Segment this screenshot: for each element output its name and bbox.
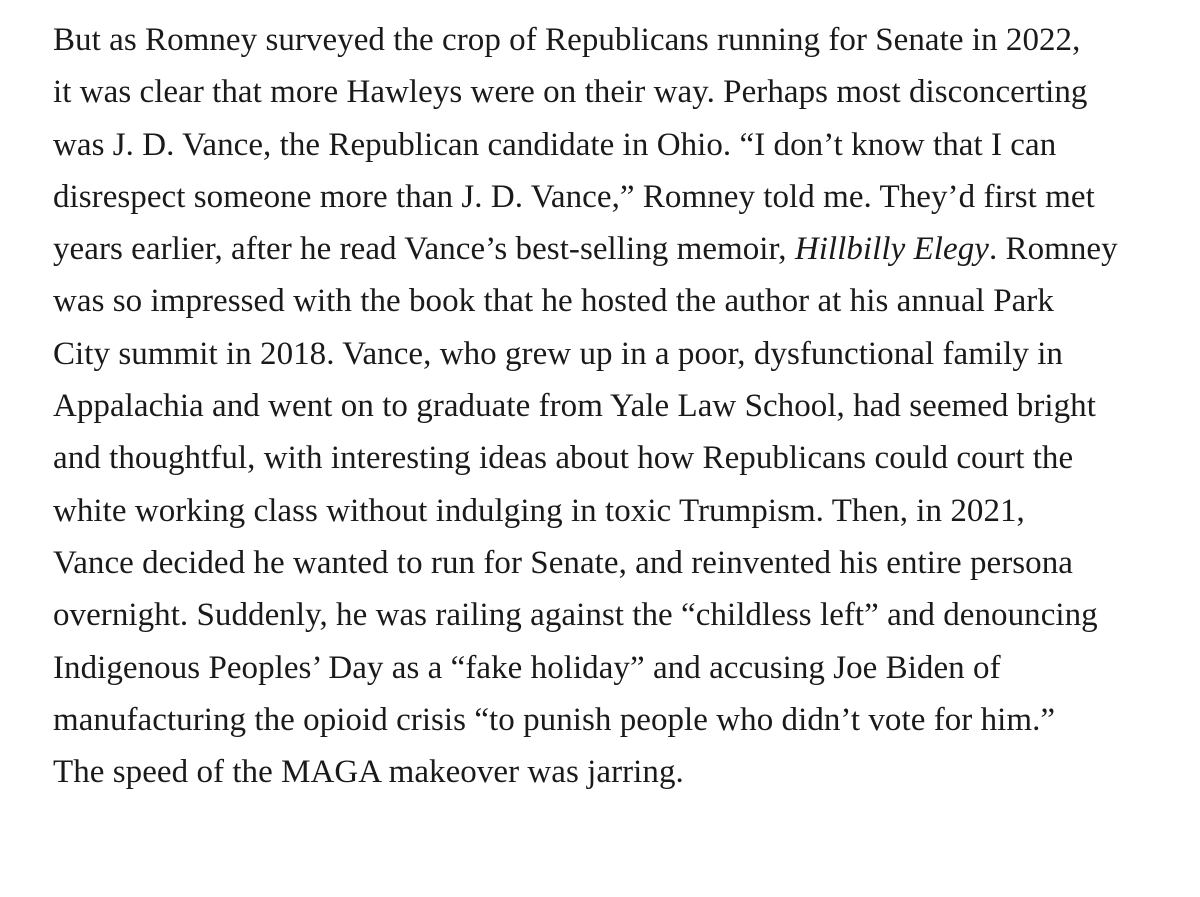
book-title: Hillbilly Elegy	[794, 231, 989, 268]
paragraph-line: was so impressed with the book that he hosted the author at his annual Park	[53, 283, 1054, 320]
paragraph-line: white working class without indulging in toxic Trumpism. Then, in 2021,	[53, 492, 1025, 529]
article-paragraph	[53, 14, 1193, 798]
paragraph-line: and thoughtful, with interesting ideas about how Republicans could court the	[53, 440, 1074, 477]
paragraph-line: overnight. Suddenly, he was railing against the “childless left” and denouncing	[53, 597, 1098, 634]
paragraph-line: manufacturing the opioid crisis “to punish people who didn’t vote for him.”	[53, 701, 1056, 738]
paragraph-line: City summit in 2018. Vance, who grew up in a poor, dysfunctional family in	[53, 335, 1063, 372]
line-text-before: years earlier, after he read Vance’s best-selling memoir,	[53, 231, 795, 268]
line-text-after: . Romney	[988, 231, 1118, 268]
paragraph-line: The speed of the MAGA makeover was jarring.	[53, 754, 684, 791]
paragraph-line: Vance decided he wanted to run for Senate, and reinvented his entire persona	[53, 544, 1073, 581]
paragraph-line: disrespect someone more than J. D. Vance,” Romney told me. They’d first met	[53, 178, 1095, 215]
paragraph-line: Appalachia and went on to graduate from Yale Law School, had seemed bright	[53, 388, 1096, 425]
paragraph-line: Indigenous Peoples’ Day as a “fake holiday” and accusing Joe Biden of	[53, 649, 1001, 686]
paragraph-line: it was clear that more Hawleys were on their way. Perhaps most disconcerting	[53, 74, 1088, 111]
paragraph-line: But as Romney surveyed the crop of Republicans running for Senate in 2022,	[53, 22, 1081, 58]
paragraph-line	[53, 223, 1193, 275]
paragraph-line: was J. D. Vance, the Republican candidate in Ohio. “I don’t know that I can	[53, 126, 1057, 163]
